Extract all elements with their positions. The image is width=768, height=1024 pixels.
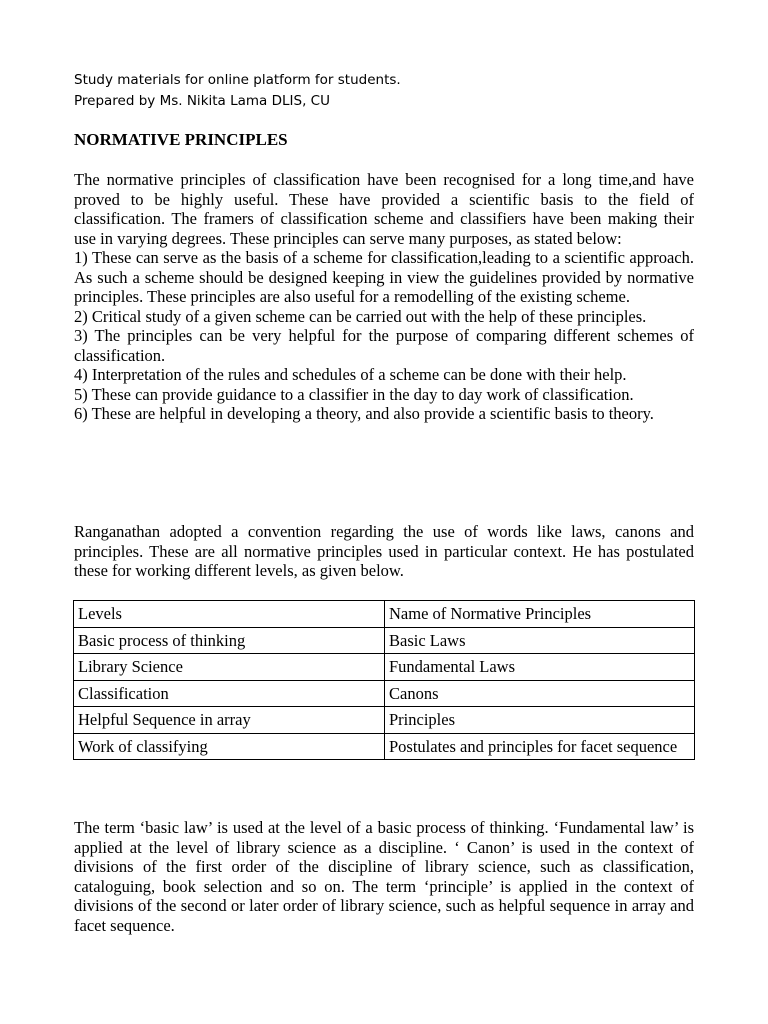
table-header-row [74, 601, 695, 628]
table-row [74, 707, 695, 734]
list-item: 6) These are helpful in developing a theory, and also provide a scientific basis to theory. [74, 404, 654, 423]
table-cell: Basic Laws [385, 627, 695, 654]
list-item: 2) Critical study of a given scheme can be carried out with the help of these principles. [74, 306, 647, 326]
closing-section [74, 818, 694, 935]
table-cell: Canons [385, 680, 695, 707]
closing-paragraph: The term ‘basic law’ is used at the level of a basic process of thinking. ‘Fundamental law’ is applied at the level of library science as a discipline. ‘ Canon’ is used in the context of divisions of the first order of the discipline of library science, such as classification, cataloguing, book selection and so on. The term ‘principle’ is applied in the context of divisions of the second or later order of library science, such as helpful sequence in array and facet sequence. [74, 818, 694, 935]
table-row [74, 627, 695, 654]
table-cell: Library Science [74, 654, 385, 681]
list-item: 1) These can serve as the basis of a scheme for classification,leading to a scientific approach. As such a scheme should be designed keeping in view the guidelines provided by normative principles. These principles are also useful for a remodelling of the existing scheme. [74, 248, 694, 306]
list-item: 5) These can provide guidance to a classifier in the day to day work of classification. [74, 384, 634, 404]
table-cell: Work of classifying [74, 733, 385, 760]
table-cell: Principles [385, 707, 695, 734]
table-row [74, 654, 695, 681]
header-line-1: Study materials for online platform for students. [74, 72, 401, 88]
header-line-2: Prepared by Ms. Nikita Lama DLIS, CU [74, 93, 330, 109]
list-item: 4) Interpretation of the rules and schedules of a scheme can be done with their help. [74, 365, 627, 384]
table-header-cell: Name of Normative Principles [385, 601, 695, 628]
table-cell: Classification [74, 680, 385, 707]
table-cell: Postulates and principles for facet sequence [385, 733, 695, 760]
table-row [74, 733, 695, 760]
table-row [74, 680, 695, 707]
table-cell: Fundamental Laws [385, 654, 695, 681]
table-cell: Helpful Sequence in array [74, 707, 385, 734]
intro-section [74, 170, 694, 424]
ranganathan-section [74, 522, 694, 581]
table-header-cell: Levels [74, 601, 385, 628]
list-item: 3) The principles can be very helpful for the purpose of comparing different schemes of classification. [74, 326, 694, 365]
ranganathan-paragraph: Ranganathan adopted a convention regarding the use of words like laws, canons and principles. These are all normative principles used in particular context. He has postulated these for working different levels, as given below. [74, 522, 694, 580]
page-title: NORMATIVE PRINCIPLES [74, 130, 288, 149]
intro-paragraph: The normative principles of classification have been recognised for a long time,and have proved to be highly useful. These have provided a scientific basis to the field of classification. The framers of classification scheme and classifiers have been making their use in varying degrees. These principles can serve many purposes, as stated below: [74, 170, 694, 248]
document-header [74, 70, 401, 112]
levels-table [73, 600, 695, 760]
table-cell: Basic process of thinking [74, 627, 385, 654]
